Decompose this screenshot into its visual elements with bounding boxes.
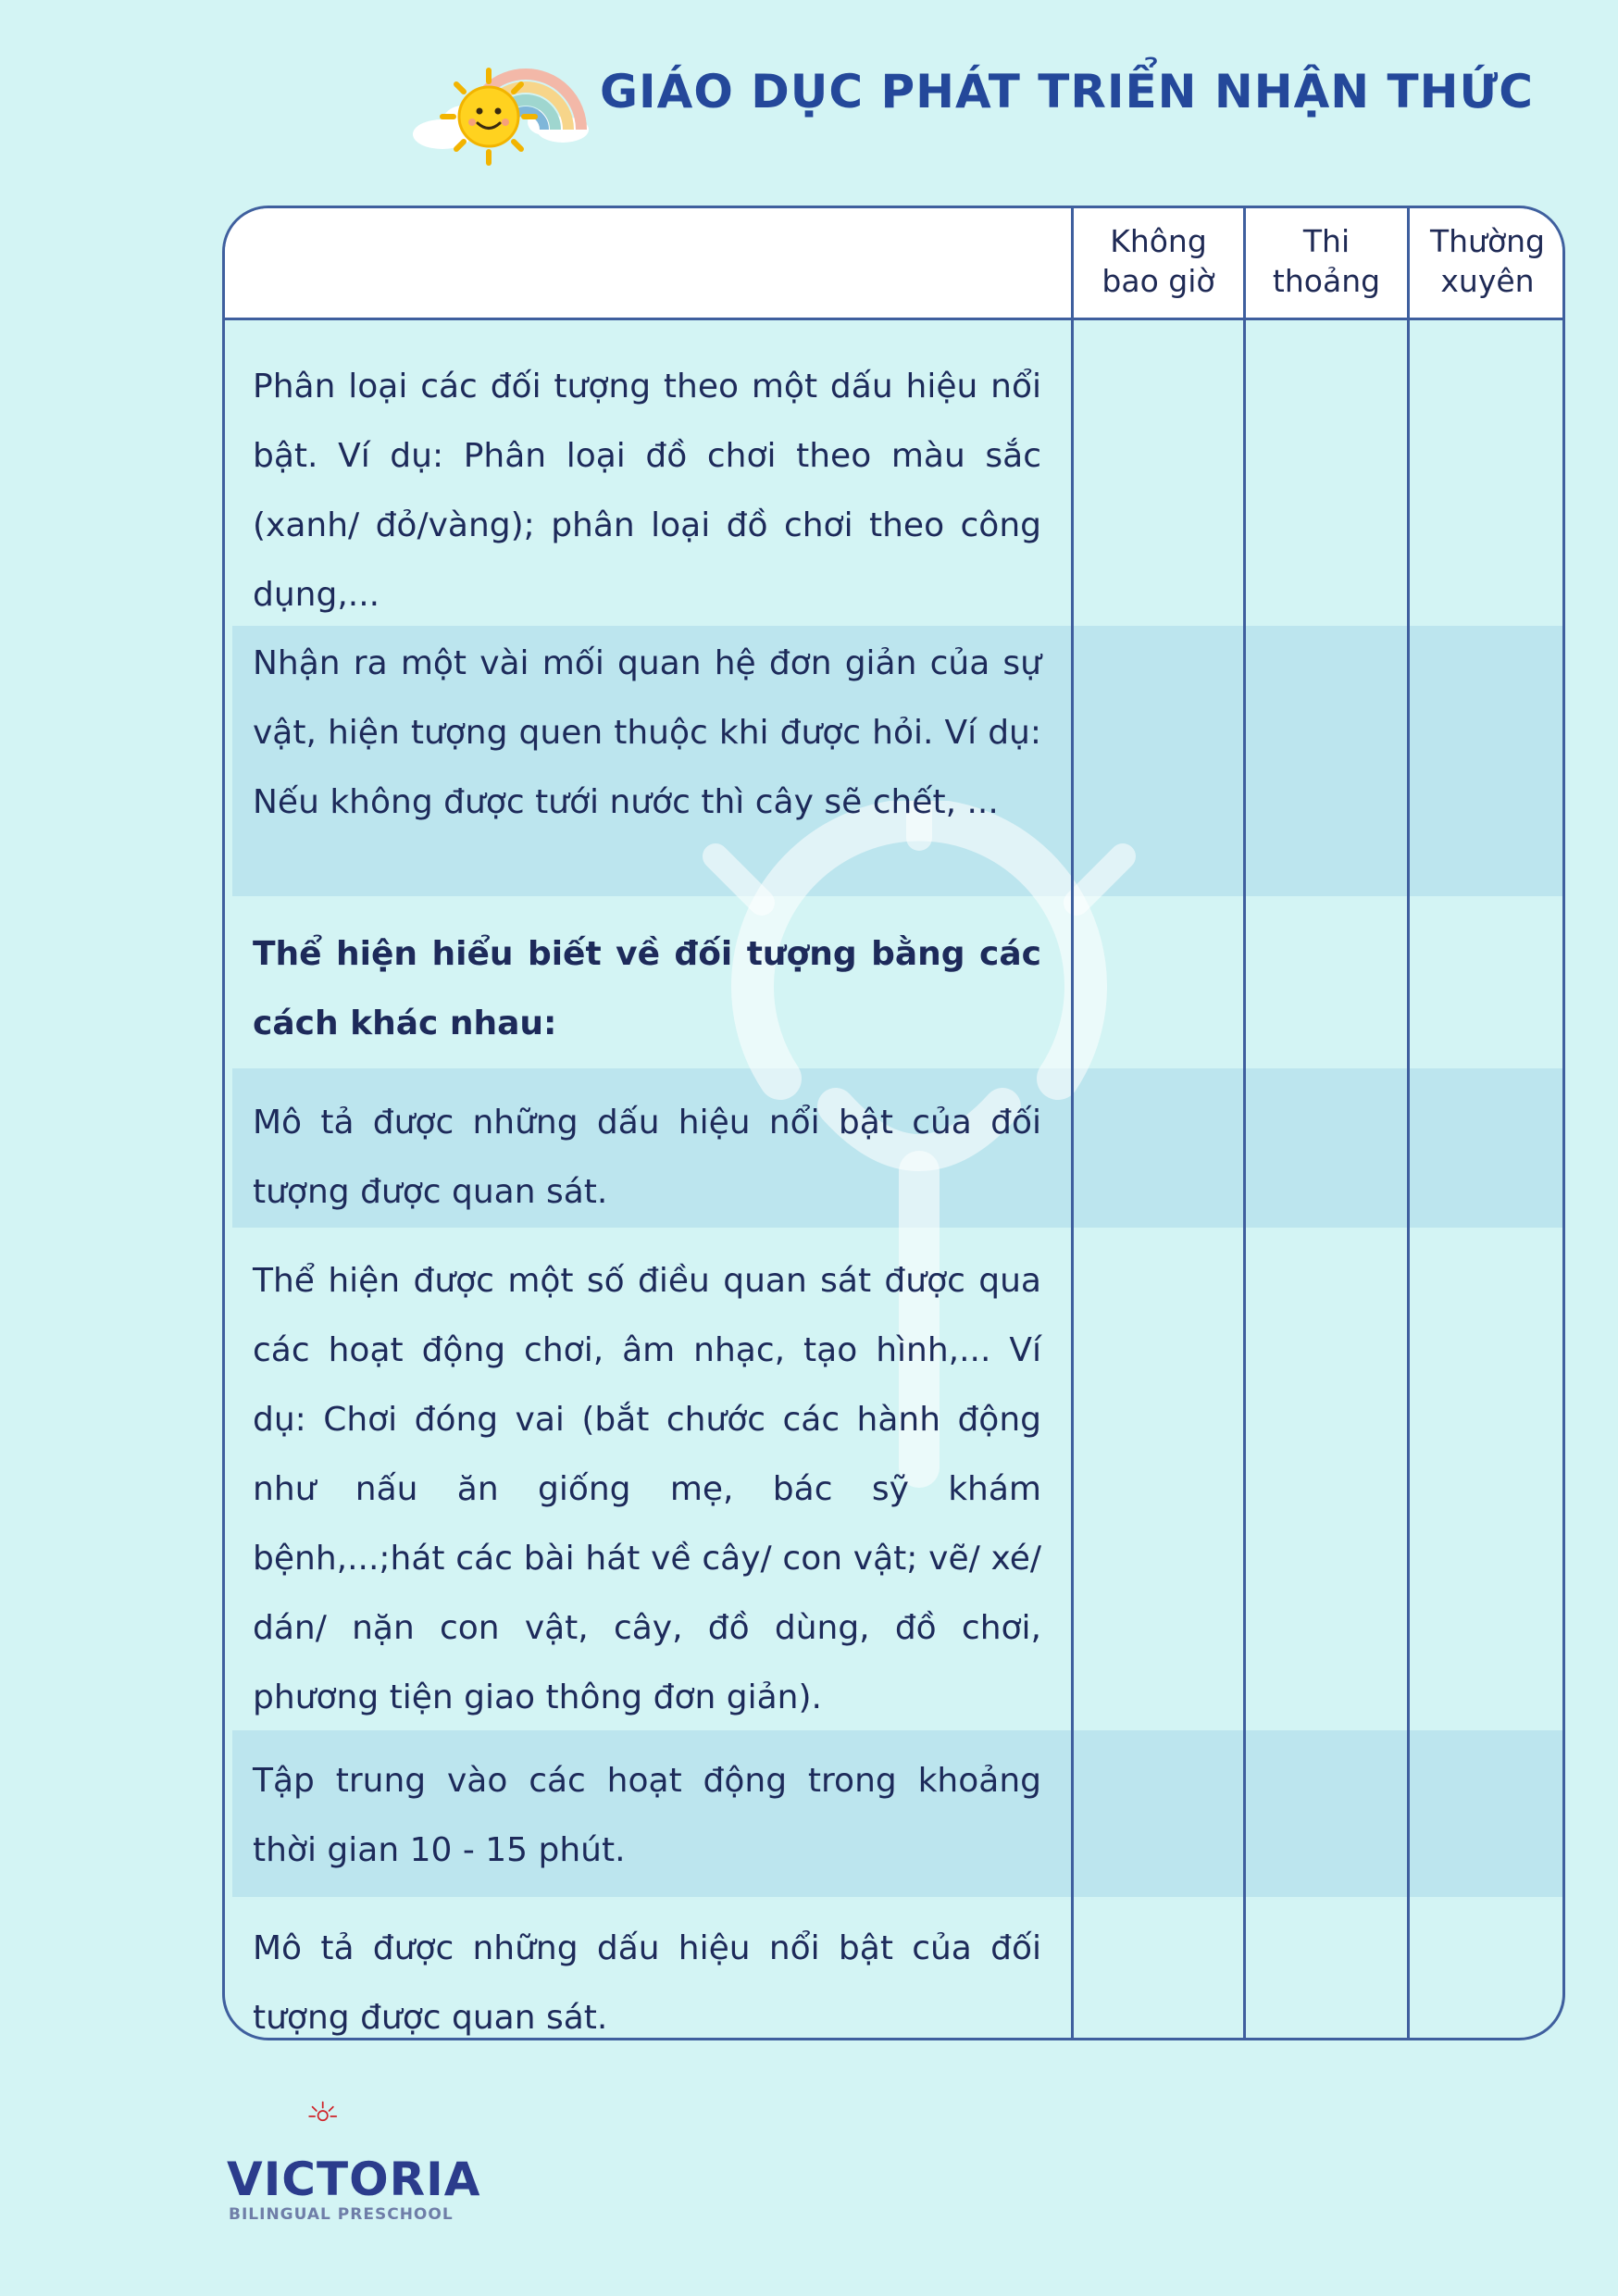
- column-header-sometimes: Thi thoảng: [1272, 223, 1381, 299]
- table-row: Thể hiện được một số điều quan sát được qua các hoạt động chơi, âm nhạc, tạo hình,... Ví dụ: Chơi đóng vai (bắt chước các hành động như nấu ăn giống mẹ, bác sỹ khám bệnh,...;hát các bài hát về cây/ con vật; vẽ/ xé/ dán/ nặn con vật, cây, đồ dùng, đồ chơi, phương tiện giao thông đơn giản).: [253, 1262, 1041, 1716]
- table-row: Mô tả được những dấu hiệu nổi bật của đối tượng được quan sát.: [253, 1104, 1041, 1211]
- column-divider: [1243, 208, 1246, 2038]
- column-header-often: Thường xuyên: [1429, 223, 1546, 299]
- table-row: Mô tả được những dấu hiệu nổi bật của đối tượng được quan sát.: [253, 1929, 1041, 2037]
- table-row: Phân loại các đối tượng theo một dấu hiệu nổi bật. Ví dụ: Phân loại đồ chơi theo màu sắc (xanh/ đỏ/vàng); phân loại đồ chơi theo công dụng,...: [253, 368, 1041, 614]
- logo-wordmark: VICTORIA: [227, 2152, 481, 2206]
- column-divider: [1071, 208, 1074, 2038]
- column-divider: [1407, 208, 1410, 2038]
- logo-subtitle: BILINGUAL PRESCHOOL: [229, 2205, 454, 2224]
- column-header-never: Không bao giờ: [1101, 223, 1215, 299]
- table-row: Tập trung vào các hoạt động trong khoảng thời gian 10 - 15 phút.: [253, 1762, 1041, 1869]
- table-row: Thể hiện hiểu biết về đối tượng bằng các cách khác nhau:: [253, 935, 1041, 1042]
- victoria-logo-icon: [227, 2100, 504, 2155]
- table-row: Nhận ra một vài mối quan hệ đơn giản của sự vật, hiện tượng quen thuộc khi được hỏi. Ví dụ: Nếu không được tưới nước thì cây sẽ chết, ...: [253, 644, 1041, 821]
- assessment-table: [222, 206, 1565, 2040]
- sun-rainbow-illustration: [405, 37, 600, 167]
- page-title: GIÁO DỤC PHÁT TRIỂN NHẬN THỨC: [600, 65, 1534, 119]
